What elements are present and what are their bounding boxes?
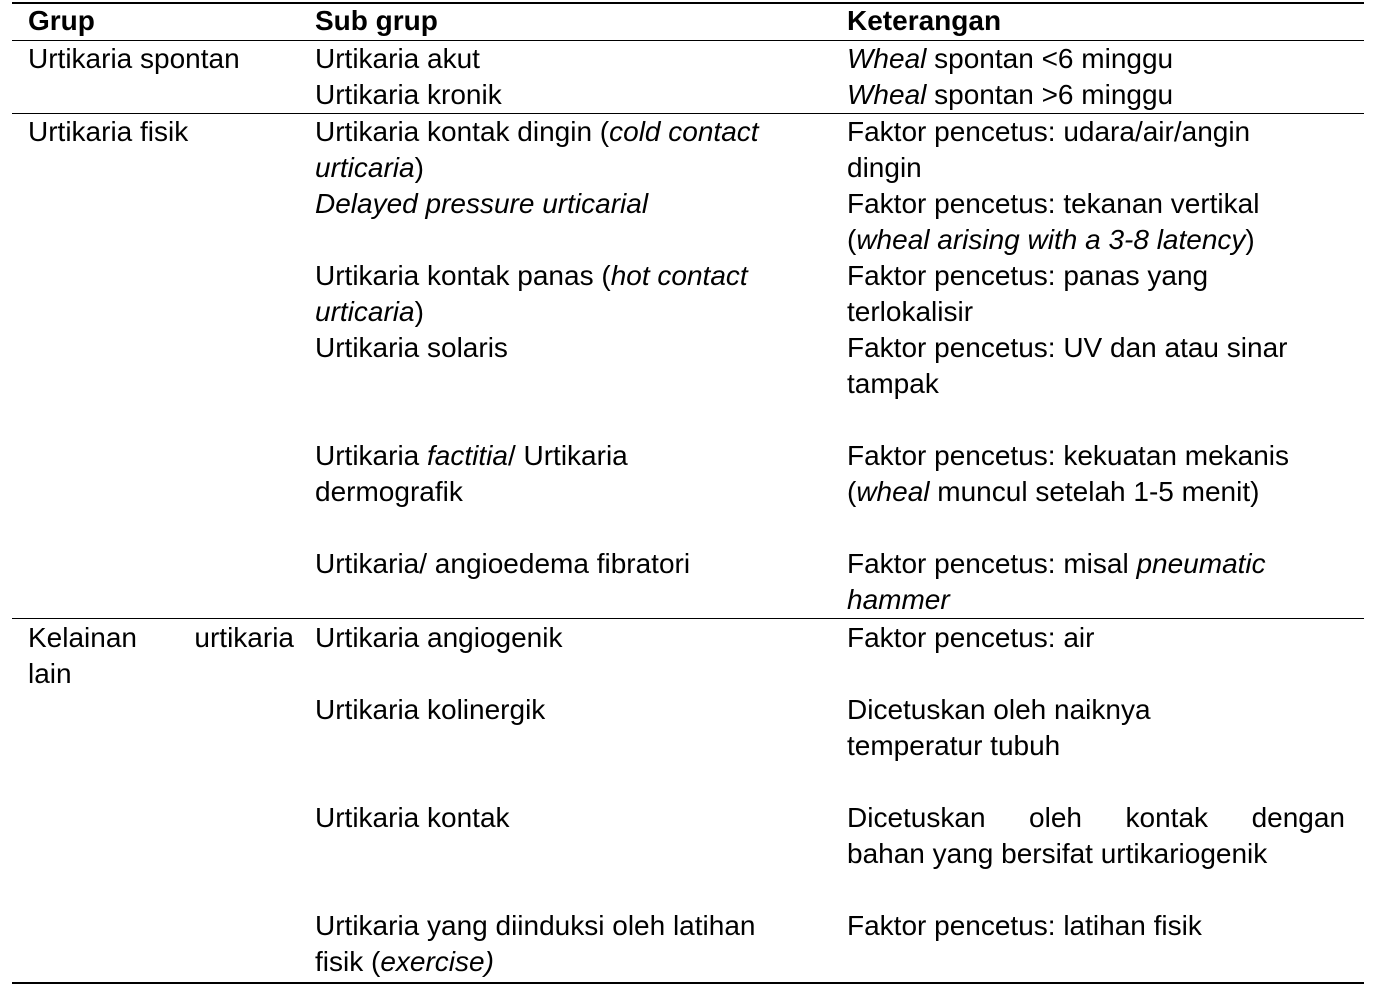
subgroup-urtikaria-kronik: Urtikaria kronik [315, 79, 502, 110]
subgroup-angioedema-fibratori: Urtikaria/ angioedema fibratori [315, 548, 691, 579]
subgroup-kontak-panas: Urtikaria kontak panas (hot contact urticaria) [315, 260, 748, 327]
subgroup-delayed-pressure: Delayed pressure urticarial [315, 188, 649, 219]
description-kolinergik: Dicetuskan oleh naiknya temperatur tubuh [847, 694, 1151, 761]
subgroup-urtikaria-akut: Urtikaria akut [315, 43, 480, 74]
subgroup-kontak-dingin: Urtikaria kontak dingin (cold contact urticaria) [315, 116, 759, 183]
subgroup-exercise: Urtikaria yang diinduksi oleh latihan fisik (exercise) [315, 910, 756, 977]
description-urtikaria-akut: Wheal spontan <6 minggu [847, 43, 1174, 74]
subgroup-factitia-dermografik: Urtikaria factitia/ Urtikaria dermografik [315, 440, 628, 507]
description-angioedema-fibratori: Faktor pencetus: misal pneumatic hammer [847, 548, 1266, 615]
subgroup-kontak: Urtikaria kontak [315, 802, 510, 833]
table-bottom-rule [12, 982, 1364, 984]
subgroup-solaris: Urtikaria solaris [315, 332, 508, 363]
group-urtikaria-spontan: Urtikaria spontan [28, 43, 240, 74]
description-exercise: Faktor pencetus: latihan fisik [847, 910, 1202, 941]
description-angiogenik: Faktor pencetus: air [847, 622, 1095, 653]
description-factitia-dermografik: Faktor pencetus: kekuatan mekanis (wheal muncul setelah 1-5 menit) [847, 440, 1290, 507]
subgroup-angiogenik: Urtikaria angiogenik [315, 622, 563, 653]
description-kontak-panas: Faktor pencetus: panas yang terlokalisir [847, 260, 1209, 327]
description-kontak: Dicetuskan oleh kontak dengan bahan yang bersifat urtikariogenik [847, 802, 1345, 869]
description-solaris: Faktor pencetus: UV dan atau sinar tampak [847, 332, 1288, 399]
header-description: Keterangan [847, 5, 1002, 36]
description-delayed-pressure: Faktor pencetus: tekanan vertikal (wheal arising with a 3-8 latency) [847, 188, 1260, 255]
subgroup-kolinergik: Urtikaria kolinergik [315, 694, 546, 725]
section-rule-lain [12, 618, 1364, 619]
table-top-rule [12, 2, 1364, 4]
header-subgroup: Sub grup [315, 5, 438, 36]
header-group: Grup [28, 5, 95, 36]
group-urtikaria-fisik: Urtikaria fisik [28, 116, 189, 147]
description-kontak-dingin: Faktor pencetus: udara/air/angin dingin [847, 116, 1251, 183]
group-kelainan-urtikaria-lain: Kelainan urtikaria lain [28, 622, 294, 689]
description-urtikaria-kronik: Wheal spontan >6 minggu [847, 79, 1174, 110]
